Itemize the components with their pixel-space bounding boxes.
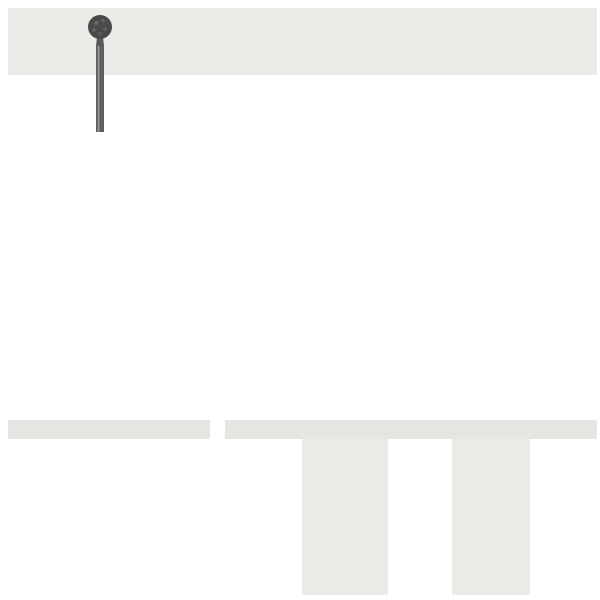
granulometry-shade-band (452, 439, 530, 595)
granulometry-title-bar (225, 420, 597, 439)
symbols-title-bar (8, 420, 210, 439)
featured-bur-image (83, 10, 117, 137)
granulometry-shade-band (302, 439, 388, 595)
